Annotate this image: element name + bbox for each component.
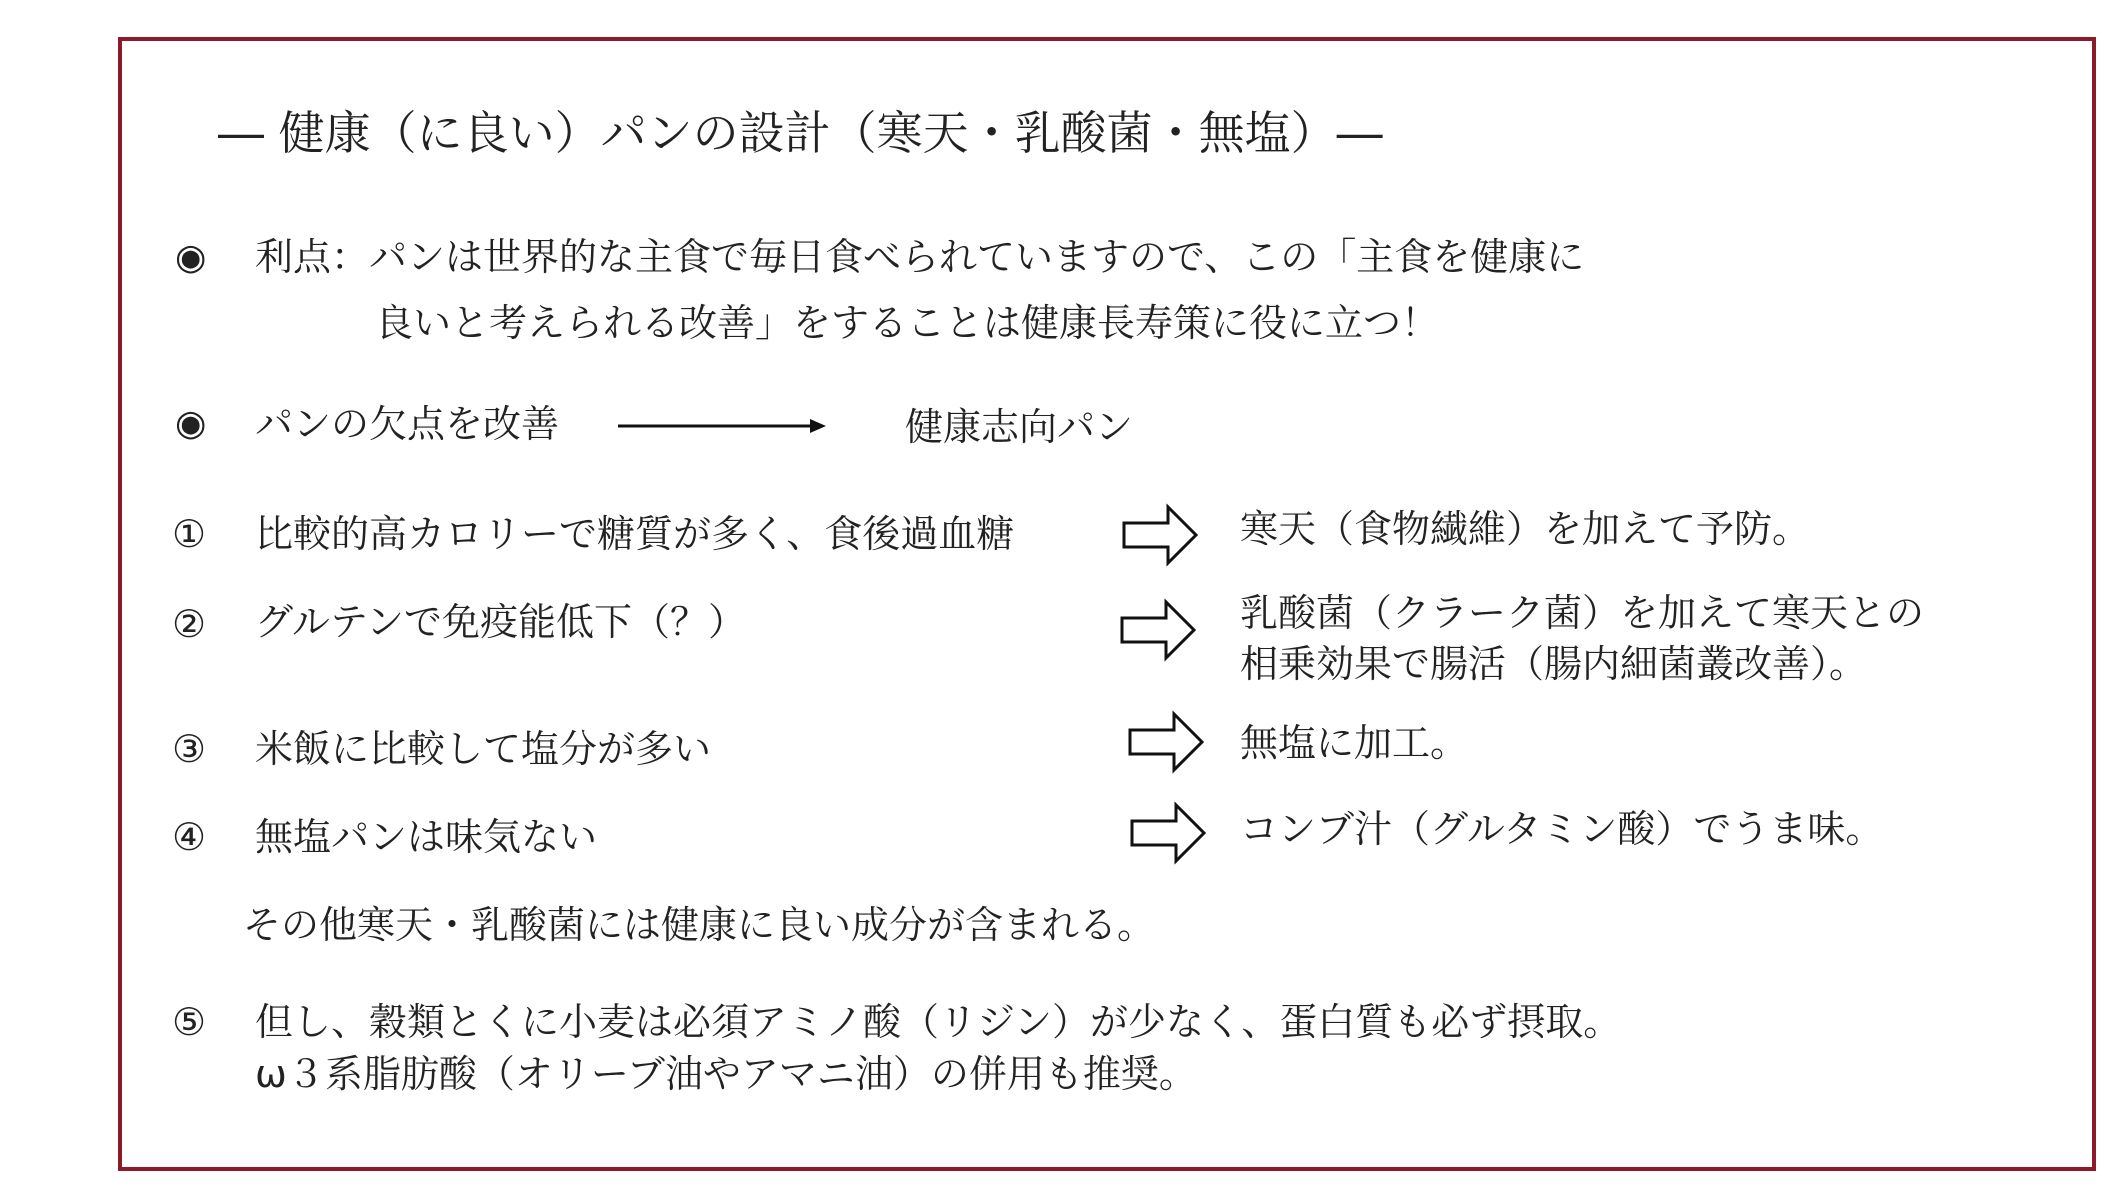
item-solution-2-line-2: 相乗効果で腸活（腸内細菌叢改善）。 bbox=[1240, 642, 1868, 686]
item-number-2: ② bbox=[172, 602, 207, 646]
health-bread-label: 健康志向パン bbox=[905, 405, 1134, 449]
item-problem-3: 米飯に比較して塩分が多い bbox=[255, 727, 712, 771]
item-problem-2: グルテンで免疫能低下（？） bbox=[255, 600, 746, 644]
item-5-line-2: ω３系脂肪酸（オリーブ油やアマニ油）の併用も推奨。 bbox=[255, 1052, 1197, 1096]
item-solution-2-line-1: 乳酸菌（クラーク菌）を加えて寒天との bbox=[1240, 591, 1925, 635]
block-arrow-icon bbox=[1128, 712, 1204, 772]
item-problem-4: 無塩パンは味気ない bbox=[255, 815, 598, 859]
item-number-3: ③ bbox=[172, 727, 207, 771]
item-solution-4: コンブ汁（グルタミン酸）でうま味。 bbox=[1240, 807, 1884, 851]
item-5-line-1: 但し、穀類とくに小麦は必須アミノ酸（リジン）が少なく、蛋白質も必ず摂取。 bbox=[255, 1000, 1622, 1044]
item-solution-1: 寒天（食物繊維）を加えて予防。 bbox=[1240, 507, 1811, 551]
item-number-4: ④ bbox=[172, 815, 207, 859]
advantage-line-1: 利点：パンは世界的な主食で毎日食べられていますので、この「主食を健康に bbox=[255, 235, 1585, 279]
item-problem-1: 比較的高カロリーで糖質が多く、食後過血糖 bbox=[255, 512, 1015, 556]
other-benefits-note: その他寒天・乳酸菌には健康に良い成分が含まれる。 bbox=[243, 903, 1156, 947]
item-number-5: ⑤ bbox=[172, 1000, 207, 1044]
item-number-1: ① bbox=[172, 512, 207, 556]
block-arrow-icon bbox=[1122, 505, 1198, 565]
bullet-marker-1: ◉ bbox=[175, 237, 207, 278]
right-arrow-line-icon bbox=[618, 416, 828, 436]
improve-weakness-text: パンの欠点を改善 bbox=[255, 402, 560, 446]
block-arrow-icon bbox=[1120, 600, 1196, 660]
block-arrow-icon bbox=[1130, 803, 1206, 863]
advantage-line-2: 良いと考えられる改善」をすることは健康長寿策に役に立つ！ bbox=[375, 301, 1440, 345]
slide-title: ― 健康（に良い）パンの設計（寒天・乳酸菌・無塩）― bbox=[218, 106, 1383, 160]
item-solution-3: 無塩に加工。 bbox=[1240, 721, 1469, 765]
bullet-marker-2: ◉ bbox=[175, 403, 207, 444]
